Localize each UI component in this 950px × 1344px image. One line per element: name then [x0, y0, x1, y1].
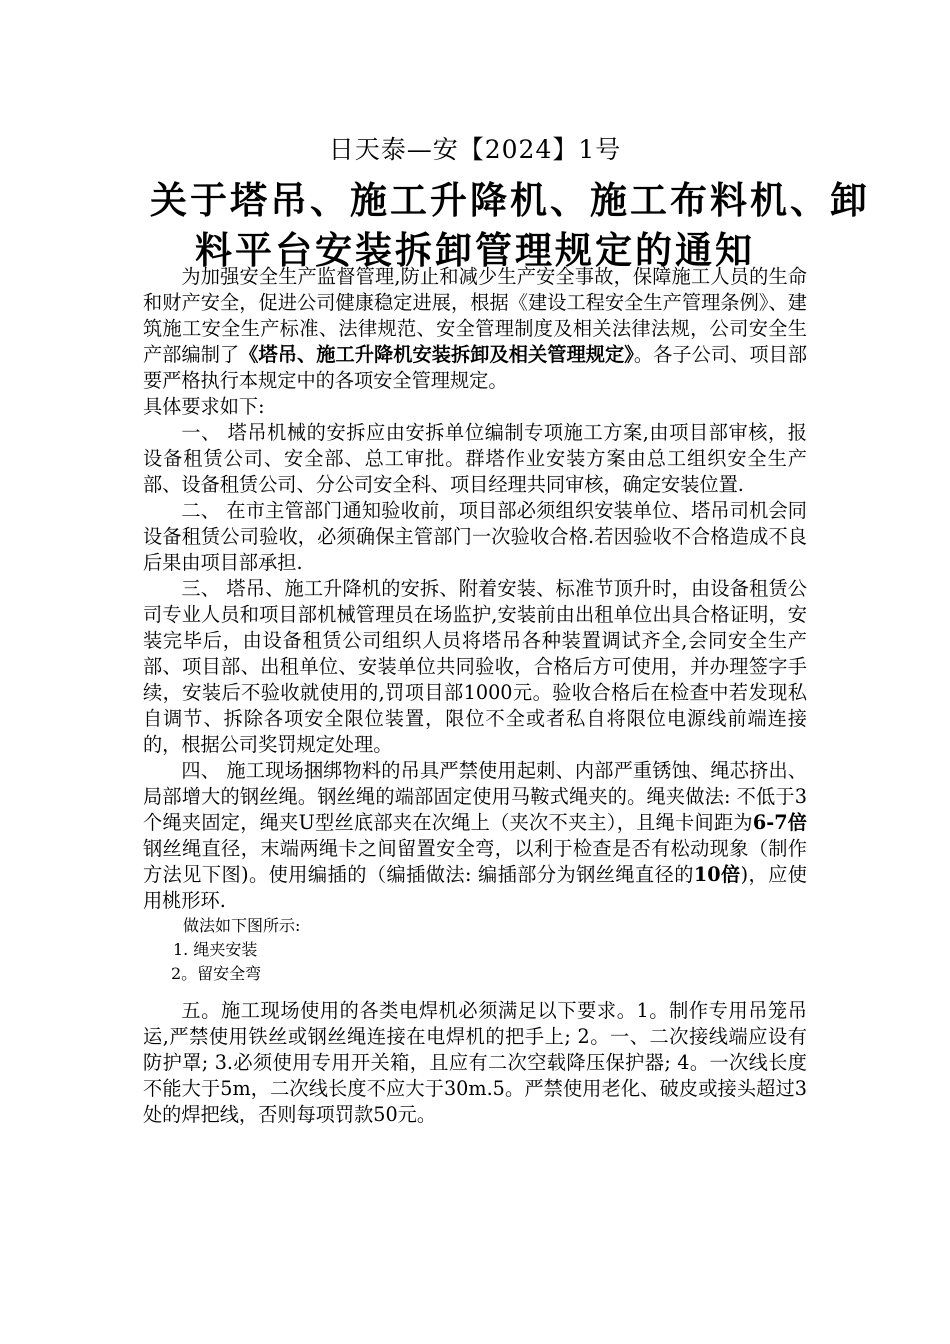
document-body — [143, 264, 807, 1128]
requirement-item-5: 五。施工现场使用的各类电焊机必须满足以下要求。1。制作专用吊笼吊运,严禁使用铁丝或钢丝绳连接在电焊机的把手上; 2。一、二次接线端应设有防护罩; 3.必须使用专用开关箱，且应有二次空载降压保护器; 4。一次线长度不能大于5m，二次线长度不应大于30m.5。严禁使用老化、破皮或接头超过3处的焊把线，否则每项罚款50元。 — [143, 999, 807, 1126]
requirement-item-1: 一、 塔吊机械的安拆应由安拆单位编制专项施工方案,由项目部审核，报设备租赁公司、安全部、总工审批。群塔作业安装方案由总工组织安全生产部、设备租赁公司、分公司安全科、项目经理共同审核，确定安装位置. — [143, 421, 807, 496]
item4-text-a: 四、 施工现场捆绑物料的吊具严禁使用起刺、内部严重锈蚀、绳芯挤出、局部增大的钢丝绳。钢丝绳的端部固定使用马鞍式绳夹的。绳夹做法: 不低于3个绳夹固定，绳夹U型丝底部夹在次绳上（夹次不夹主），且绳卡间距为 — [143, 759, 807, 834]
requirement-item-3: 三、 塔吊、施工升降机的安拆、附着安装、标准节顶升时，由设备租赁公司专业人员和项目部机械管理员在场监护,安装前由出租单位出具合格证明，安装完毕后，由设备租赁公司组织人员将塔吊各种装置调试齐全,会同安全生产部、项目部、出租单位、安装单位共同验收，合格后方可使用，并办理签字手续，安装后不验收就使用的,罚项目部1000元。验收合格后在检查中若发现私自调节、拆除各项安全限位装置，限位不全或者私自将限位电源线前端连接的，根据公司奖罚规定处理。 — [143, 577, 807, 756]
intro-paragraph — [143, 264, 807, 394]
requirement-item-4 — [143, 758, 807, 914]
document-title-line-2: 料平台安装拆卸管理规定的通知 — [195, 228, 755, 272]
requirement-item-2: 二、 在市主管部门通知验收前，项目部必须组织安装单位、塔吊司机会同设备租赁公司验收，必须确保主管部门一次验收合格.若因验收不合格造成不良后果由项目部承担. — [143, 499, 807, 574]
item4-text-c: )，应使用桃形环. — [143, 863, 807, 912]
method-item-1: 1. 绳夹安装 — [173, 940, 258, 959]
method-item-2: 2。留安全弯 — [171, 964, 262, 983]
method-heading: 做法如下图所示: — [183, 916, 301, 935]
item4-bold-spacing: 6-7倍 — [752, 811, 807, 834]
intro-text-before: 为加强安全生产监督管理,防止和减少生产安全事故，保障施工人员的生命和财产安全，促进公司健康稳定进展，根据《建设工程安全生产管理条例》、建筑施工安全生产标准、法律规范、安全管理制度及相关法律法规，公司安全生产部编制了 — [143, 265, 807, 366]
intro-bold-regulation: 《塔吊、施工升降机安装拆卸及相关管理规定》 — [239, 343, 634, 366]
item4-text-b: 钢丝绳直径，末端两绳卡之间留置安全弯，以利于检查是否有松动现象（制作方法见下图)。使用编插的（编插做法: 编插部分为钢丝绳直径的 — [143, 837, 807, 886]
item4-bold-ratio: 10倍 — [693, 863, 741, 886]
document-title-line-1: 关于塔吊、施工升降机、施工布料机、卸 — [150, 178, 870, 222]
requirements-heading: 具体要求如下: — [143, 395, 265, 418]
document-number: 日天泰—安【2024】1号 — [328, 135, 622, 164]
intro-text-after: 。各子公司、项目部要严格执行本规定中的各项安全管理规定。 — [143, 343, 808, 392]
